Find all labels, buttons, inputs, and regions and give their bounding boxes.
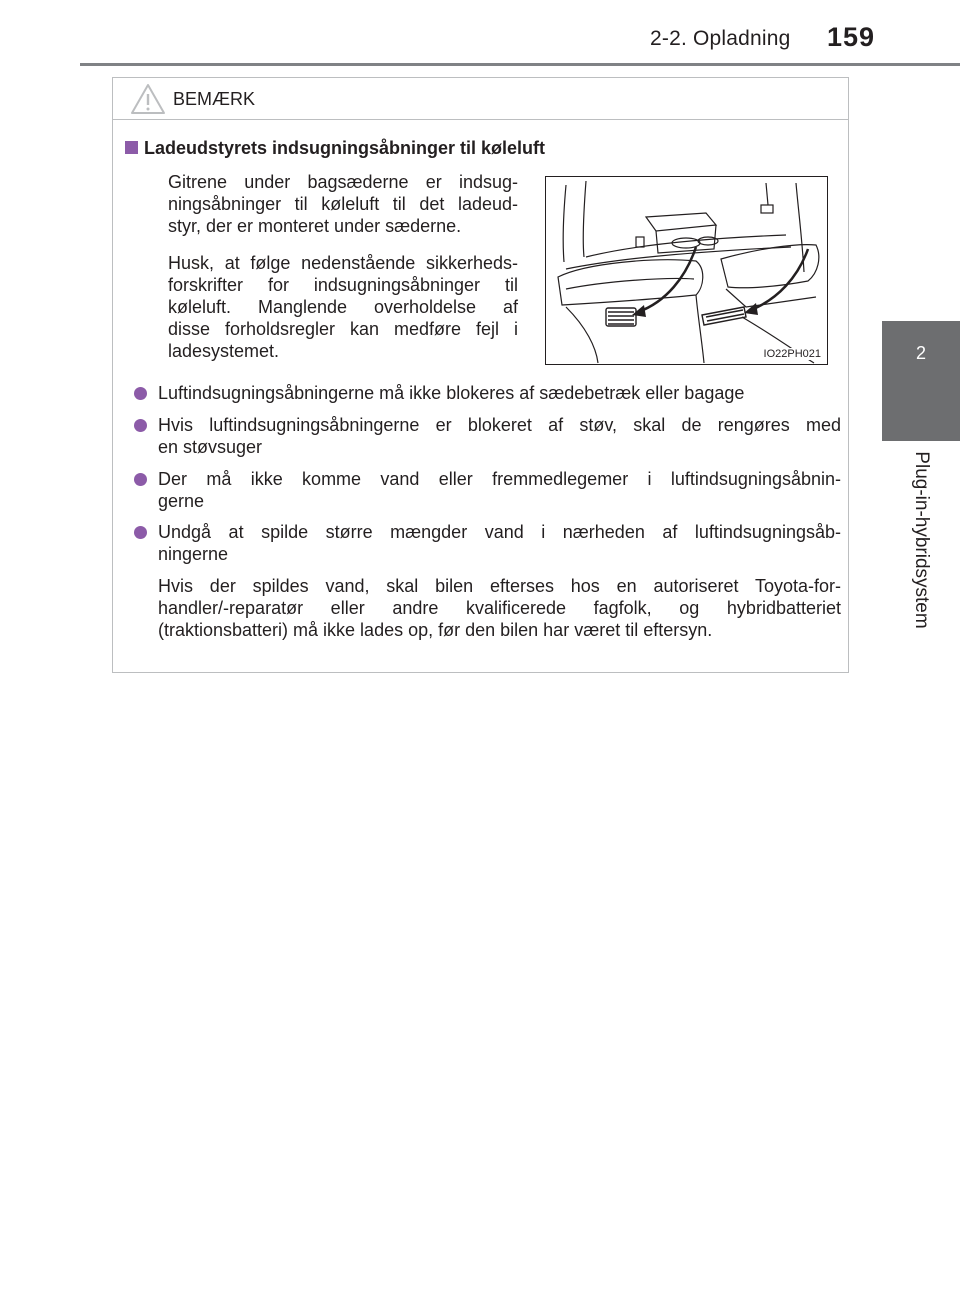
- text-line: gerne: [158, 491, 205, 511]
- text-line: en støvsuger: [158, 437, 263, 457]
- bullet-item: [134, 382, 841, 404]
- bullet-dot-icon: [134, 419, 147, 432]
- warning-triangle-icon: [130, 83, 166, 115]
- bullet-item: [134, 468, 841, 512]
- note-label: BEMÆRK: [173, 89, 256, 109]
- bullet-item: [134, 521, 841, 565]
- bullet-item: [134, 414, 841, 458]
- bullet-dot-icon: [134, 526, 147, 539]
- text-line: disse forholdsregler kan medføre fejl i: [168, 319, 518, 339]
- bullet-text: [158, 468, 841, 512]
- text-line: ningerne: [158, 544, 229, 564]
- note-box: [112, 77, 849, 673]
- chapter-number: 2: [915, 343, 926, 363]
- bullet-dot-icon: [134, 387, 147, 400]
- text-line: styr, der er monteret under sæderne.: [168, 216, 462, 236]
- intro-paragraph-2: [168, 252, 518, 362]
- text-line: forskrifter for indsugningsåbninger til: [168, 275, 518, 295]
- final-paragraph: [158, 575, 841, 641]
- bullet-dot-icon: [134, 473, 147, 486]
- chapter-title-vertical: [911, 451, 932, 629]
- text-line: Gitrene under bagsæderne er indsug-: [168, 172, 518, 192]
- section-heading-text: Ladeudstyrets indsugningsåbninger til køleluft: [144, 138, 546, 158]
- chapter-tab: [882, 321, 960, 441]
- header-rule: [80, 63, 960, 66]
- text-line: ningsåbninger til køleluft til det ladeud-: [168, 194, 518, 214]
- intro-paragraph-1: [168, 171, 518, 237]
- rear-seat-drawing: [546, 177, 827, 364]
- note-header: [113, 78, 848, 120]
- square-bullet-icon: [125, 141, 138, 154]
- figure-code: IO22PH021: [763, 348, 821, 360]
- text-line: Hvis der spildes vand, skal bilen efterses hos en autoriseret Toyota-for-: [158, 576, 841, 596]
- bullet-text: [158, 414, 841, 458]
- bullet-text: [158, 521, 841, 565]
- text-line: Luftindsugningsåbningerne må ikke blokeres af sædebetræk eller bagage: [158, 383, 745, 403]
- chapter-title: Plug-in-hybridsystem: [911, 451, 932, 629]
- text-line: Hvis luftindsugningsåbningerne er blokeret af støv, skal de rengøres med: [158, 415, 841, 435]
- text-line: ladesystemet.: [168, 341, 280, 361]
- text-line: Husk, at følge nedenstående sikkerheds-: [168, 253, 518, 273]
- text-line: handler/-reparatør eller andre kvalificerede fagfolk, og hybridbatteriet: [158, 598, 841, 618]
- page-number: 159: [827, 22, 876, 52]
- header-section-title: 2-2. Opladning: [650, 27, 791, 50]
- section-heading: [125, 138, 545, 159]
- rear-seat-illustration: [545, 176, 828, 365]
- text-line: Undgå at spilde større mængder vand i nærheden af luftindsugningsåb-: [158, 522, 841, 542]
- text-line: (traktionsbatteri) må ikke lades op, før den bilen har været til eftersyn.: [158, 620, 713, 640]
- text-line: køleluft. Manglende overholdelse af: [168, 297, 518, 317]
- bullet-text: [158, 382, 841, 404]
- text-line: Der må ikke komme vand eller fremmedlegemer i luftindsugningsåbnin-: [158, 469, 841, 489]
